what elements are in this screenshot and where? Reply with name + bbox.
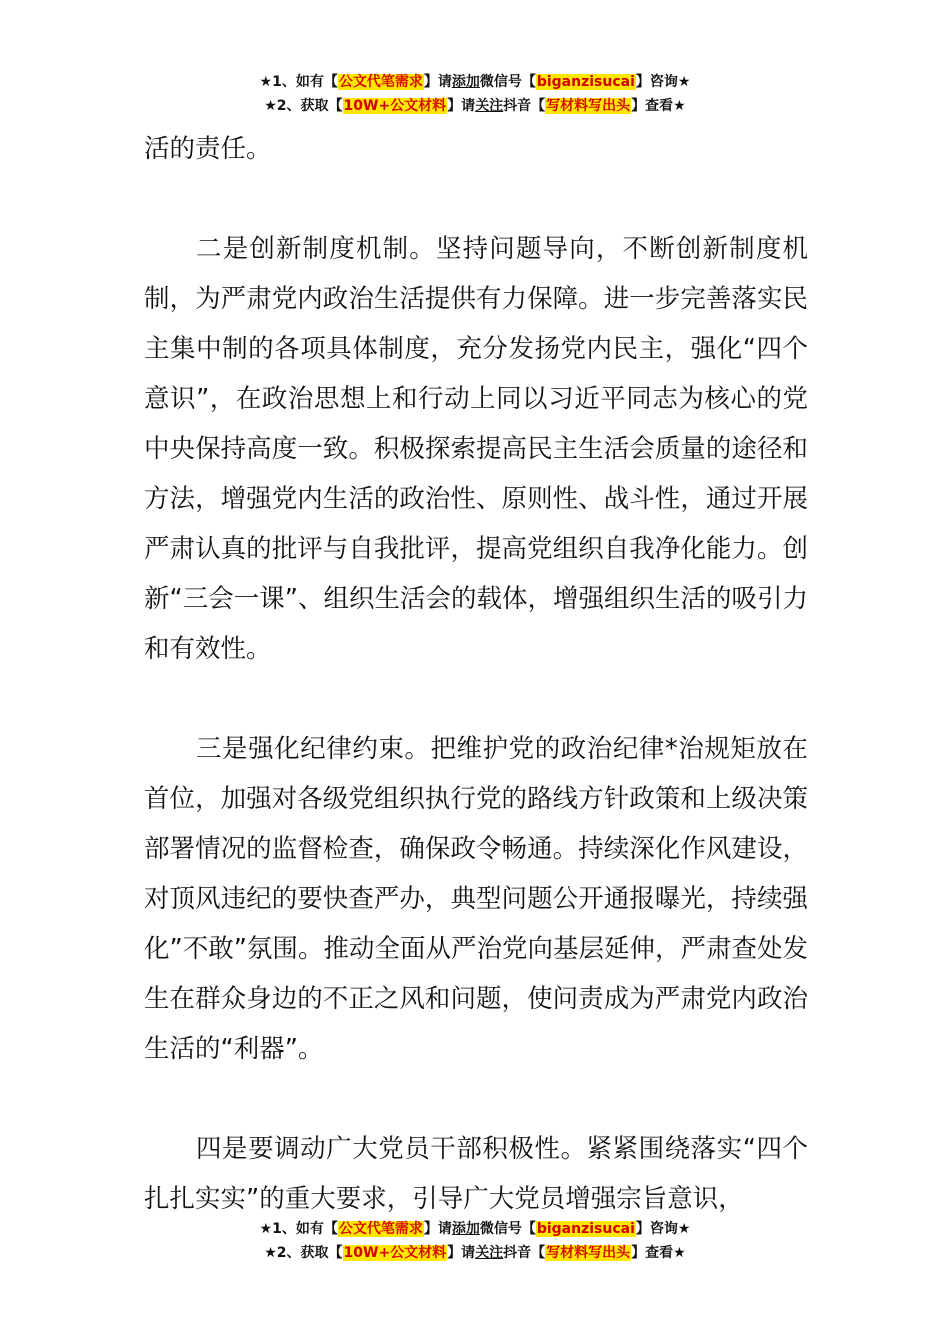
banner-line-2: ★2、获取【10W+公文材料】请关注抖音【写材料写出头】查看★ [264,1245,686,1261]
banner-highlight-wechat: biganzisucai [536,74,635,90]
paragraph-spacer [144,174,808,224]
banner-line-1: ★1、如有【公文代笔需求】请添加微信号【biganzisucai】咨询★ [259,1221,691,1237]
paragraph-spacer [144,674,808,724]
banner-line-1: ★1、如有【公文代笔需求】请添加微信号【biganzisucai】咨询★ [259,74,691,90]
banner-highlight-service: 公文代笔需求 [338,74,423,90]
document-body [144,124,808,1224]
banner-highlight-service: 公文代笔需求 [338,1221,423,1237]
paragraph-continuation: 活的责任。 [144,134,272,164]
banner-highlight-douyin: 写材料写出头 [546,1245,631,1261]
paragraph-mobilize-members: 四是要调动广大党员干部积极性。紧紧围绕落实“四个扎扎实实”的重大要求，引导广大党员增强宗旨意识， [144,1134,808,1214]
paragraph-discipline: 三是强化纪律约束。把维护党的政治纪律*治规矩放在首位，加强对各级党组织执行党的路线方针政策和上级决策部署情况的监督检查，确保政令畅通。持续深化作风建设，对顶风违纪的要快查严办，典型问题公开通报曝光，持续强化”不敢”氛围。推动全面从严治党向基层延伸，严肃查处发生在群众身边的不正之风和问题，使问责成为严肃党内政治生活的“利器”。 [144,734,808,1064]
paragraph-spacer [144,1074,808,1124]
banner-highlight-materials: 10W+公文材料 [343,98,447,114]
paragraph-innovate-system: 二是创新制度机制。坚持问题导向，不断创新制度机制，为严肃党内政治生活提供有力保障。进一步完善落实民主集中制的各项具体制度，充分发扬党内民主，强化“四个意识”，在政治思想上和行动上同以习近平同志为核心的党中央保持高度一致。积极探索提高民主生活会质量的途径和方法，增强党内生活的政治性、原则性、战斗性，通过开展严肃认真的批评与自我批评，提高党组织自我净化能力。创新“三会一课”、组织生活会的载体，增强组织生活的吸引力和有效性。 [144,234,808,664]
footer-banner [0,1217,950,1265]
banner-highlight-materials: 10W+公文材料 [343,1245,447,1261]
banner-line-2: ★2、获取【10W+公文材料】请关注抖音【写材料写出头】查看★ [264,98,686,114]
banner-highlight-wechat: biganzisucai [536,1221,635,1237]
header-banner [0,70,950,118]
banner-highlight-douyin: 写材料写出头 [546,98,631,114]
